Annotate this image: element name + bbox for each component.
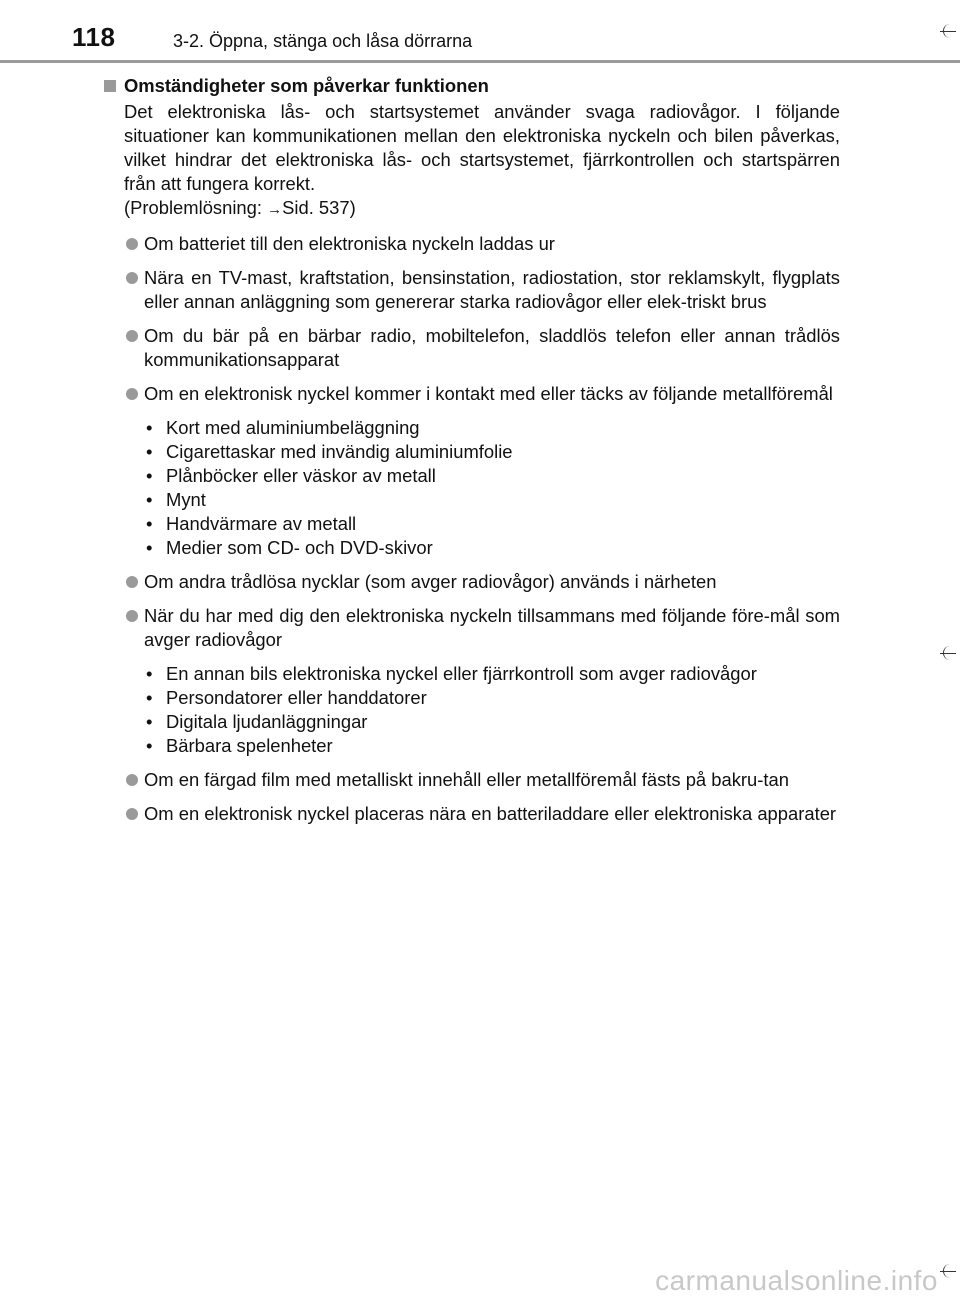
sub-item-text: Kort med aluminiumbeläggning bbox=[166, 417, 420, 438]
dot-marker-icon: • bbox=[146, 687, 153, 708]
sub-list bbox=[144, 662, 840, 758]
sub-item-text: Handvärmare av metall bbox=[166, 513, 357, 534]
bullet-text: Om en elektronisk nyckel placeras nära en batteriladdare eller elektroniska apparater bbox=[144, 803, 837, 824]
square-bullet-icon bbox=[104, 80, 116, 92]
bullet-text: Nära en TV-mast, kraftstation, bensinstation, radiostation, stor reklamskylt, flygplats eller annan anläggning som genererar starka radiovågor eller elek-triskt brus bbox=[144, 267, 840, 312]
dot-marker-icon: • bbox=[146, 489, 153, 510]
round-bullet-icon bbox=[126, 808, 138, 820]
bullet-item bbox=[104, 382, 840, 406]
crop-mark-icon bbox=[940, 1262, 956, 1282]
sub-item-text: En annan bils elektroniska nyckel eller fjärrkontroll som avger radiovågor bbox=[166, 663, 757, 684]
round-bullet-icon bbox=[126, 330, 138, 342]
sub-item-text: Medier som CD- och DVD-skivor bbox=[166, 537, 433, 558]
sub-item-text: Bärbara spelenheter bbox=[166, 735, 333, 756]
sub-list bbox=[144, 416, 840, 560]
watermark: carmanualsonline.info bbox=[655, 1265, 938, 1296]
crop-mark-icon bbox=[940, 644, 956, 664]
sub-list-item bbox=[144, 686, 840, 710]
page-header bbox=[0, 0, 960, 64]
page-content bbox=[104, 74, 840, 826]
bullet-item bbox=[104, 570, 840, 594]
sub-list-item bbox=[144, 536, 840, 560]
crop-mark-icon bbox=[940, 22, 956, 42]
bullet-item bbox=[104, 266, 840, 314]
dot-marker-icon: • bbox=[146, 537, 153, 558]
bullet-item bbox=[104, 768, 840, 792]
bullet-text: Om en elektronisk nyckel kommer i kontakt med eller täcks av följande metallföremål bbox=[144, 383, 833, 404]
sub-list-item bbox=[144, 488, 840, 512]
sub-item-text: Cigarettaskar med invändig aluminiumfolie bbox=[166, 441, 513, 462]
dot-marker-icon: • bbox=[146, 465, 153, 486]
reference-prefix: (Problemlösning: bbox=[124, 197, 268, 218]
page-number: 118 bbox=[72, 22, 116, 52]
round-bullet-icon bbox=[126, 238, 138, 250]
header-rule bbox=[0, 60, 960, 63]
round-bullet-icon bbox=[126, 576, 138, 588]
bullet-text: Om du bär på en bärbar radio, mobiltelefon, sladdlös telefon eller annan trådlös kommunikationsapparat bbox=[144, 325, 840, 370]
bullet-text: Om en färgad film med metalliskt innehåll eller metallföremål fästs på bakru-tan bbox=[144, 769, 789, 790]
bullet-item bbox=[104, 604, 840, 652]
sub-item-text: Persondatorer eller handdatorer bbox=[166, 687, 427, 708]
section-heading bbox=[104, 74, 840, 98]
arrow-right-icon: → bbox=[267, 201, 283, 218]
round-bullet-icon bbox=[126, 610, 138, 622]
bullet-item bbox=[104, 324, 840, 372]
intro-text: Det elektroniska lås- och startsystemet använder svaga radiovågor. I följande situationer kan kommunikationen mellan den elektroniska nyckeln och bilen påverkas, vilket hindrar det elektroniska lås- och startsystemet, fjärrkontrollen och startspärren från att fungera korrekt. bbox=[124, 101, 840, 194]
bullet-text: Om andra trådlösa nycklar (som avger radiovågor) används i närheten bbox=[144, 571, 717, 592]
page-reference-link[interactable]: Sid. 537) bbox=[282, 197, 356, 218]
dot-marker-icon: • bbox=[146, 513, 153, 534]
sub-list-item bbox=[144, 734, 840, 758]
sub-list-item bbox=[144, 512, 840, 536]
round-bullet-icon bbox=[126, 774, 138, 786]
bullet-item bbox=[104, 802, 840, 826]
dot-marker-icon: • bbox=[146, 417, 153, 438]
dot-marker-icon: • bbox=[146, 663, 153, 684]
sub-list-item bbox=[144, 710, 840, 734]
intro-paragraph bbox=[124, 100, 840, 222]
dot-marker-icon: • bbox=[146, 441, 153, 462]
round-bullet-icon bbox=[126, 388, 138, 400]
bullet-text: När du har med dig den elektroniska nyckeln tillsammans med följande före-mål som avger radiovågor bbox=[144, 605, 840, 650]
bullet-text: Om batteriet till den elektroniska nyckeln laddas ur bbox=[144, 233, 555, 254]
section-title: Omständigheter som påverkar funktionen bbox=[124, 75, 489, 96]
bullet-item bbox=[104, 232, 840, 256]
sub-list-item bbox=[144, 662, 840, 686]
dot-marker-icon: • bbox=[146, 735, 153, 756]
dot-marker-icon: • bbox=[146, 711, 153, 732]
bullet-list bbox=[104, 232, 840, 826]
sub-list-item bbox=[144, 464, 840, 488]
sub-item-text: Plånböcker eller väskor av metall bbox=[166, 465, 436, 486]
sub-item-text: Mynt bbox=[166, 489, 206, 510]
chapter-title: 3-2. Öppna, stänga och låsa dörrarna bbox=[173, 31, 473, 51]
sub-list-item bbox=[144, 416, 840, 440]
round-bullet-icon bbox=[126, 272, 138, 284]
sub-item-text: Digitala ljudanläggningar bbox=[166, 711, 368, 732]
sub-list-item bbox=[144, 440, 840, 464]
